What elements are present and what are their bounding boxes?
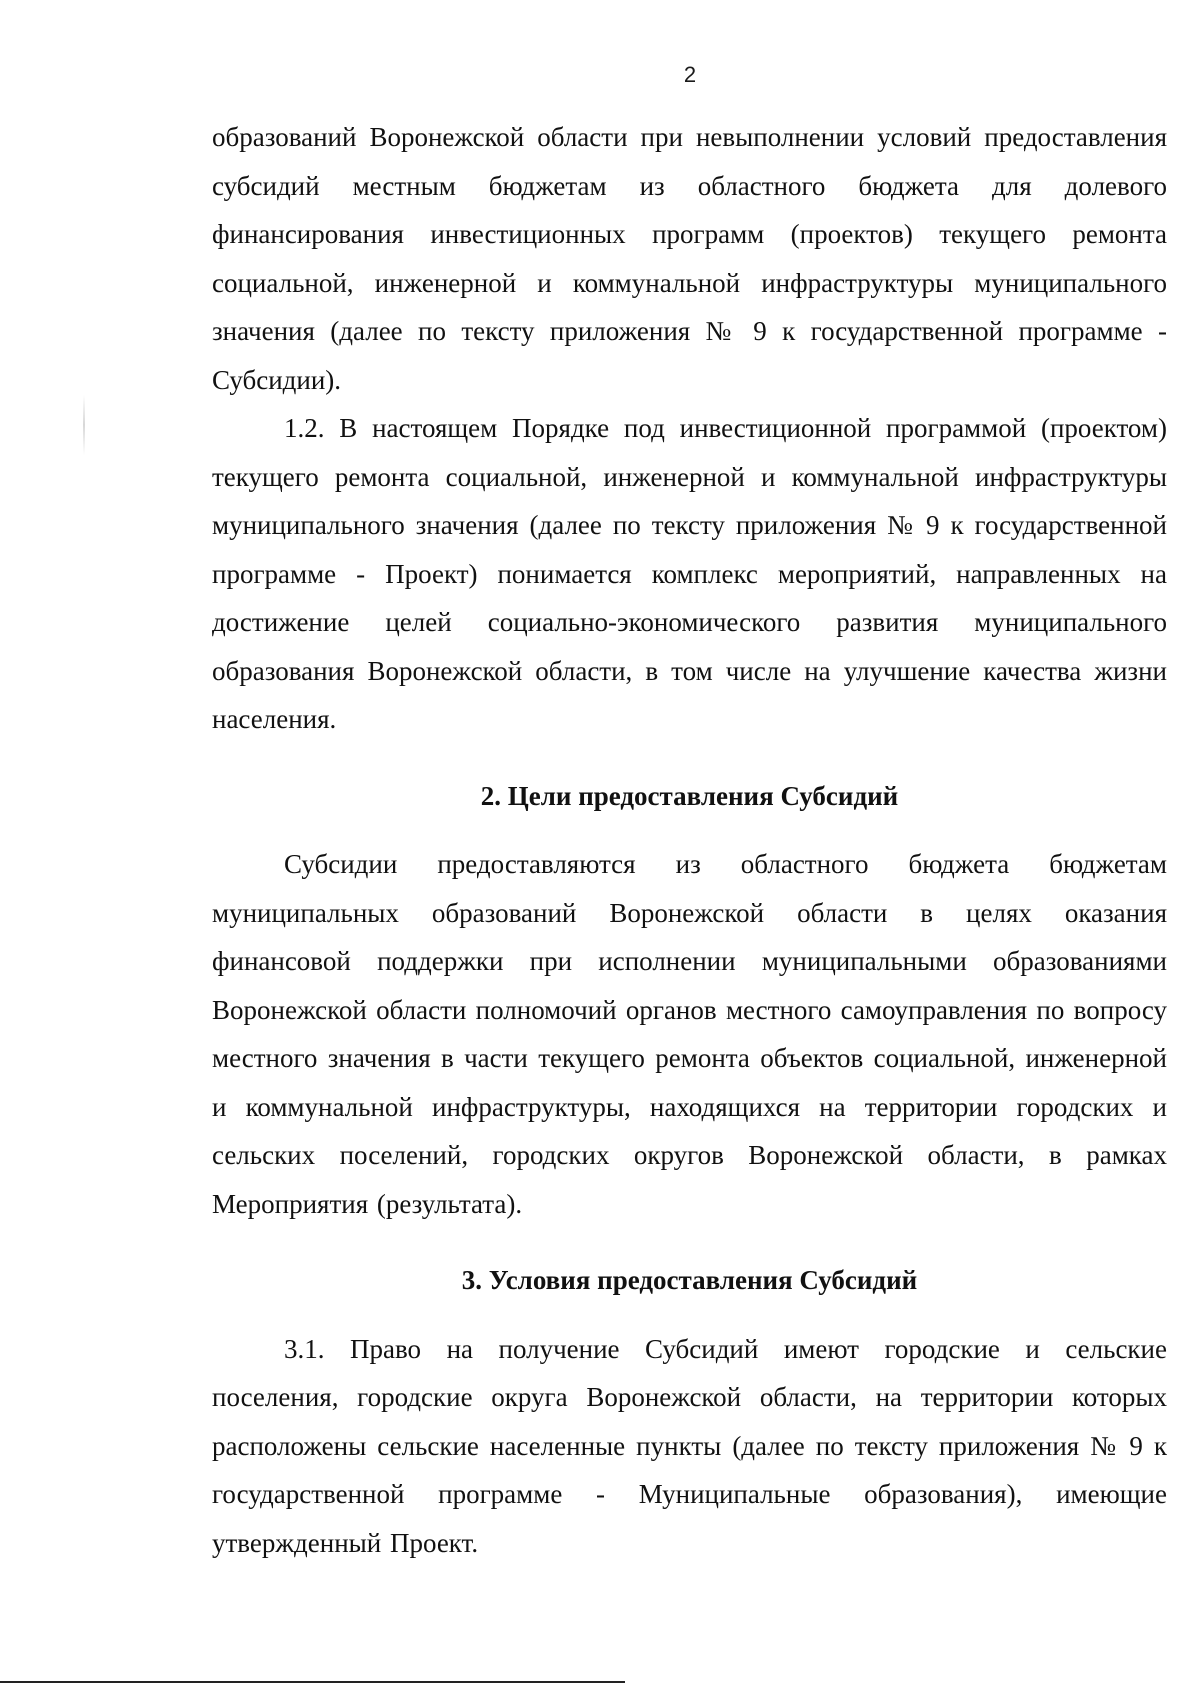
paragraph-1-2: 1.2. В настоящем Порядке под инвестиционной программой (проектом) текущего ремонта социальной, инженерной и коммунальной инфраструктуры муниципального значения (далее по тексту приложения № 9 к государственной программе - Проект) понимается комплекс мероприятий, направленных на достижение целей социально-экономического развития муниципального образования Воронежской области, в том числе на улучшение качества жизни населения. bbox=[212, 413, 1167, 734]
paragraph-continuation: образований Воронежской области при невыполнении условий предоставления субсидий местным бюджетам из областного бюджета для долевого финансирования инвестиционных программ (проектов) текущего ремонта социальной, инженерной и коммунальной инфраструктуры муниципального значения (далее по тексту приложения № 9 к государственной программе - Субсидии). bbox=[212, 122, 1167, 395]
page-number: 2 bbox=[683, 62, 697, 87]
document-body bbox=[212, 113, 1167, 1567]
scan-artifact bbox=[83, 395, 85, 455]
footer-rule bbox=[0, 1681, 625, 1683]
section-2-title: 2. Цели предоставления Субсидий bbox=[480, 780, 899, 811]
paragraph-3-1: 3.1. Право на получение Субсидий имеют городские и сельские поселения, городские округа Воронежской области, на территории которых расположены сельские населенные пункты (далее по тексту приложения № 9 к государственной программе - Муниципальные образования), имеющие утвержденный Проект. bbox=[212, 1333, 1167, 1558]
section-3-title: 3. Условия предоставления Субсидий bbox=[461, 1265, 918, 1295]
section-2-text: Субсидии предоставляются из областного бюджета бюджетам муниципальных образований Воронежской области в целях оказания финансовой поддержки при исполнении муниципальными образованиями Воронежской области полномочий органов местного самоуправления по вопросу местного значения в части текущего ремонта объектов социальной, инженерной и коммунальной инфраструктуры, находящихся на территории городских и сельских поселений, городских округов Воронежской области, в рамках Мероприятия (результата). bbox=[212, 849, 1167, 1219]
